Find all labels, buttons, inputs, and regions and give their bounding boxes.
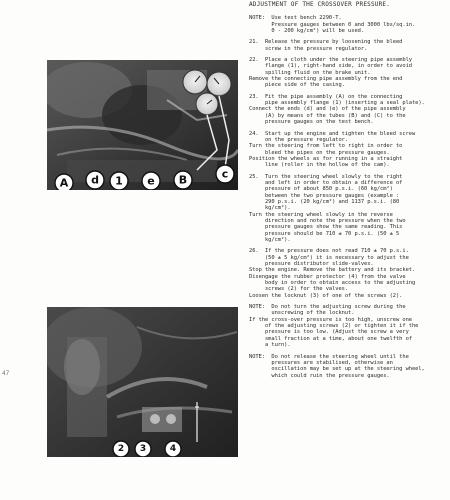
- procedure-step: [249, 354, 448, 379]
- step-line: 25. Turn the steering wheel slowly to the right: [249, 173, 403, 180]
- step-line: bleed the pipes on the pressure gauges.: [249, 149, 390, 156]
- side-page-mark: 47: [2, 370, 10, 377]
- engine-gauges-illustration: [47, 60, 238, 190]
- svg-text:1: 1: [115, 174, 123, 188]
- callout-c: [216, 165, 234, 183]
- valve-body-illustration: [47, 307, 238, 457]
- valve-body-photo: [47, 307, 238, 457]
- step-line: Connect the ends (d) and (e) of the pipe assembly: [249, 106, 406, 113]
- instruction-column: [249, 2, 448, 384]
- step-line: Disengage the rubber protector (4) from the valve: [249, 273, 406, 280]
- step-line: If the cross-over pressure is too high, unscrew one: [249, 316, 412, 323]
- svg-text:4: 4: [169, 444, 177, 454]
- procedure-step: [249, 39, 448, 52]
- callout-2: [113, 441, 129, 457]
- engine-gauges-photo: [47, 60, 238, 190]
- step-line: on the pressure regulator.: [249, 136, 349, 143]
- step-line: pressure distributor slide-valves.: [249, 261, 374, 268]
- svg-text:e: e: [147, 174, 155, 188]
- procedure-step: [249, 94, 448, 126]
- step-line: Remove the connecting pipe assembly from the end: [249, 76, 403, 83]
- step-line: Loosen the locknut (3) of one of the screws (2).: [249, 292, 403, 299]
- step-line: of the adjusting screws (2) or tighten it if the: [249, 323, 419, 330]
- step-line: unscrewing of the locknut.: [249, 310, 355, 317]
- step-line: kg/cm²).: [249, 237, 291, 243]
- svg-text:d: d: [91, 173, 99, 187]
- step-line: Position the wheels as for running in a straight: [249, 155, 403, 162]
- step-line: NOTE: Do not release the steering wheel until the: [249, 353, 409, 360]
- step-line: spilling fluid on the brake unit.: [249, 69, 371, 76]
- callout-4: [165, 441, 181, 457]
- step-line: (A) by means of the tubes (B) and (C) to the: [249, 112, 406, 119]
- step-line: a turn).: [249, 342, 291, 349]
- procedure-step: [249, 131, 448, 169]
- step-line: between the two pressure gauges (example :: [249, 192, 400, 199]
- procedure-step: [249, 174, 448, 244]
- step-line: screw in the pressure regulator.: [249, 45, 368, 52]
- step-line: 22. Place a cloth under the steering pipe assembly: [249, 57, 412, 64]
- step-line: kg/cm²).: [249, 205, 291, 212]
- step-line: Turn the steering from left to right in order to: [249, 143, 403, 150]
- svg-text:c: c: [221, 167, 229, 181]
- step-line: screws (2) for the valves.: [249, 286, 349, 293]
- step-line: piece side of the casing.: [249, 82, 345, 89]
- svg-text:3: 3: [139, 444, 147, 454]
- svg-text:A: A: [59, 176, 69, 190]
- step-line: pressure should be 710 ± 70 p.s.i. (50 ± 5: [249, 230, 400, 237]
- step-line: small fraction at a time, about one twelfth of: [249, 335, 412, 342]
- procedure-step: [249, 304, 448, 348]
- step-line: (50 ± 5 kg/cm²) it is necessary to adjust the: [249, 254, 409, 261]
- callout-e: [142, 172, 160, 190]
- step-line: Stop the engine. Remove the battery and its bracket.: [249, 267, 416, 274]
- step-line: 26. If the pressure does not read 710 ± 70 p.s.i.: [249, 248, 409, 255]
- procedure-steps: [249, 39, 448, 384]
- step-line: pressure gauges on the test bench.: [249, 119, 374, 126]
- step-line: pressure is too low. (Adjust the screw a very: [249, 329, 409, 336]
- note-line: NOTE: Use test bench 2290-T.: [249, 15, 342, 22]
- step-line: flange (1), right-hand side, in order to avoid: [249, 63, 412, 70]
- step-line: line (roller in the hollow of the cam).: [249, 162, 390, 169]
- step-line: and left in order to obtain a difference of: [249, 179, 403, 186]
- page-title: ADJUSTMENT OF THE CROSSOVER PRESSURE.: [249, 1, 391, 8]
- step-line: oscillation may be set up at the steering wheel,: [249, 366, 425, 373]
- step-line: pressure of about 850 p.s.i. (60 kg/cm²): [249, 186, 393, 193]
- callout-A: [55, 174, 73, 190]
- procedure-step: [249, 248, 448, 299]
- note-line: 0 - 200 kg/cm²) will be used.: [249, 28, 365, 35]
- step-line: pipe assembly flange (1) (inserting a seal plate).: [249, 100, 425, 107]
- step-line: which could ruin the pressure gauges.: [249, 372, 390, 379]
- svg-text:B: B: [178, 173, 188, 187]
- step-line: 23. Fit the pipe assembly (A) on the connecting: [249, 93, 403, 100]
- step-line: Turn the steering wheel slowly in the reverse: [249, 211, 393, 218]
- callout-3: [135, 441, 151, 457]
- callout-1: [110, 172, 128, 190]
- step-line: direction and note the pressure when the two: [249, 217, 406, 224]
- step-line: NOTE: Do not turn the adjusting screw during the: [249, 304, 406, 311]
- procedure-step: [249, 57, 448, 89]
- callout-B: [174, 171, 192, 189]
- note-line: Pressure gauges between 0 and 3000 lbs/sq.in.: [249, 21, 416, 28]
- step-line: 24. Start up the engine and tighten the bleed screw: [249, 130, 416, 137]
- step-line: 21. Release the pressure by loosening the bleed: [249, 39, 403, 46]
- step-line: body in order to obtain access to the adjusting: [249, 280, 416, 287]
- step-line: pressures are stabilised, otherwise an: [249, 359, 393, 366]
- callout-d: [86, 171, 104, 189]
- step-line: pressure gauges show the same reading. This: [249, 224, 403, 231]
- svg-text:2: 2: [117, 444, 125, 454]
- step-line: 290 p.s.i. (20 kg/cm²) and 1137 p.s.i. (80: [249, 198, 400, 205]
- test-bench-note: [249, 15, 448, 34]
